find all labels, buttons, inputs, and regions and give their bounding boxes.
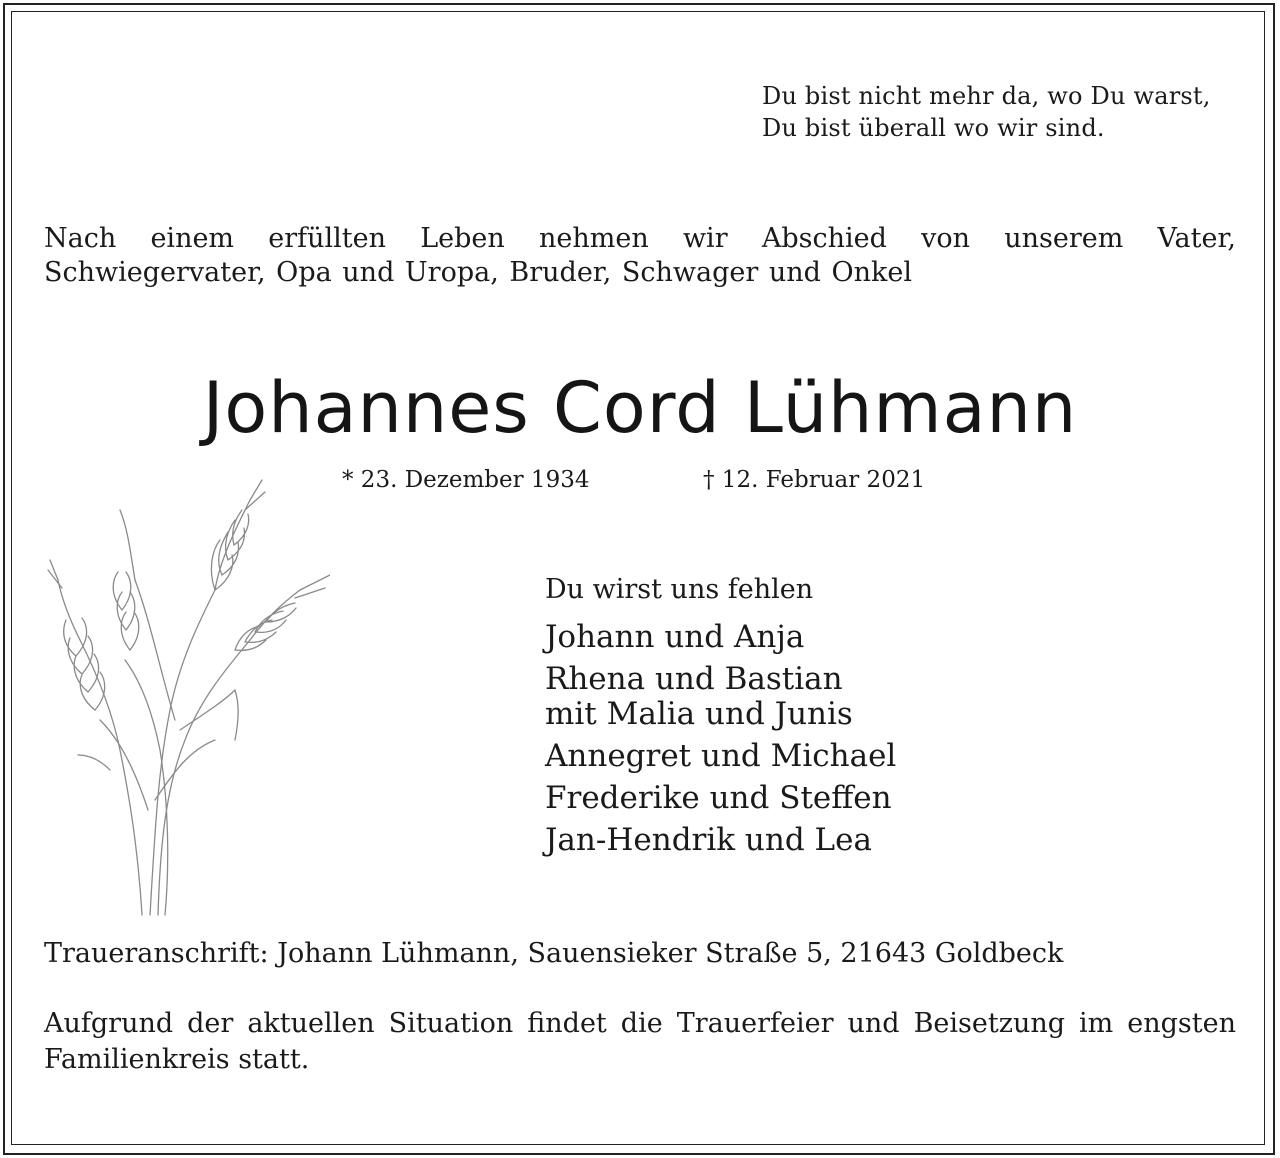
mourner-line: Jan-Hendrik und Lea bbox=[545, 822, 872, 858]
mourner-line: Annegret und Michael bbox=[545, 738, 897, 774]
motto-line-1: Du bist nicht mehr da, wo Du warst, bbox=[762, 82, 1211, 110]
mourner-group bbox=[545, 781, 896, 816]
mourner-line: Rhena und Bastian bbox=[545, 661, 843, 697]
birth-date: * 23. Dezember 1934 bbox=[342, 467, 590, 493]
death-date: † 12. Februar 2021 bbox=[703, 467, 926, 493]
mourner-group bbox=[545, 662, 896, 732]
mourner-line: Johann und Anja bbox=[545, 619, 805, 655]
mourner-group bbox=[545, 739, 896, 774]
motto-verse bbox=[762, 80, 1211, 144]
mourner-line: Frederike und Steffen bbox=[545, 780, 892, 816]
motto-line-2: Du bist überall wo wir sind. bbox=[762, 114, 1105, 142]
mourner-line: mit Malia und Junis bbox=[545, 696, 853, 732]
mourner-group bbox=[545, 823, 896, 858]
mourners-list bbox=[545, 620, 896, 865]
closing-words: Du wirst uns fehlen bbox=[545, 574, 814, 605]
funeral-note: Aufgrund der aktuellen Situation findet die Trauerfeier und Beisetzung im engsten Familienkreis statt. bbox=[44, 1008, 1236, 1075]
deceased-name: Johannes Cord Lühmann bbox=[202, 367, 1078, 449]
intro-text: Nach einem erfüllten Leben nehmen wir Abschied von unserem Vater, Schwiegervater, Opa und Uropa, Bruder, Schwager und Onkel bbox=[44, 223, 1236, 288]
wheat-ears-icon bbox=[40, 470, 330, 920]
mourner-group bbox=[545, 620, 896, 655]
mourning-address: Traueranschrift: Johann Lühmann, Sauensieker Straße 5, 21643 Goldbeck bbox=[44, 938, 1064, 969]
